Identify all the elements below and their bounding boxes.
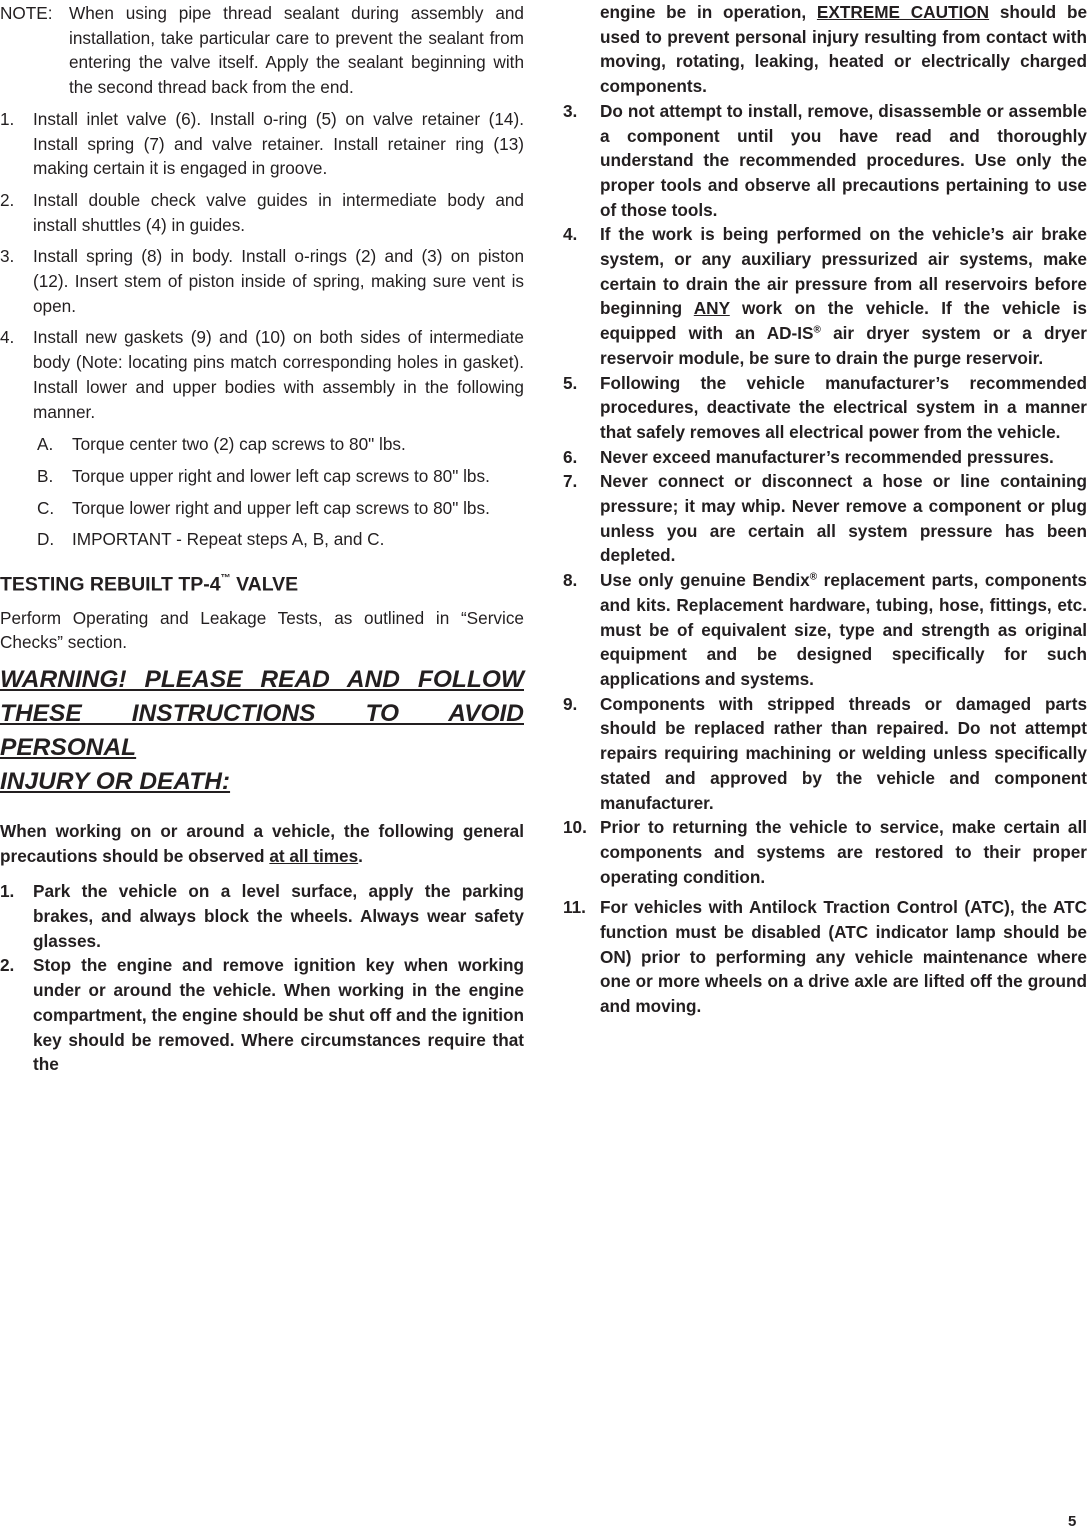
substep-text: Torque center two (2) cap screws to 80" lbs. bbox=[72, 434, 406, 455]
precaution-text: If the work is being performed on the vehicle’s air brake system, or any auxiliary pressurized air systems, make certain to drain the air pressure from all reservoirs before beginning ANY work on the vehicle. If the vehicle is equipped with an AD-IS® air dryer system or a dryer reservoir module, be sure to drain the purge reservoir. bbox=[600, 224, 1087, 368]
precaution-text: Never exceed manufacturer’s recommended pressures. bbox=[600, 446, 1054, 467]
torque-substep-d bbox=[37, 527, 524, 552]
trademark-symbol: ™ bbox=[220, 573, 231, 585]
assembly-step-2 bbox=[0, 188, 524, 237]
precaution-number: 1. bbox=[0, 881, 15, 902]
precaution-5 bbox=[563, 371, 1087, 445]
precaution-number: 3. bbox=[563, 100, 578, 121]
torque-substep-a bbox=[37, 432, 524, 457]
precaution-3 bbox=[563, 99, 1087, 223]
note-label: NOTE: bbox=[0, 3, 53, 23]
assembly-step-4 bbox=[0, 325, 524, 424]
precaution-9 bbox=[563, 692, 1087, 816]
precaution-number: 5. bbox=[563, 372, 578, 393]
precaution-11 bbox=[563, 895, 1087, 1019]
right-column bbox=[563, 0, 1087, 1019]
precaution-text: Use only genuine Bendix® replacement parts, components and kits. Replacement hardware, tubing, hose, fittings, etc. must be of equivalent size, type and strength as original equipment and be designed specifically for such applications and systems. bbox=[600, 570, 1087, 689]
left-column bbox=[0, 0, 524, 1077]
precaution-8 bbox=[563, 568, 1087, 692]
precaution-number: 2. bbox=[0, 955, 15, 976]
precaution-number: 11. bbox=[563, 897, 586, 918]
warning-line-3: INJURY OR DEATH: bbox=[0, 767, 231, 795]
precaution-2 bbox=[0, 953, 524, 1077]
step-text: Install double check valve guides in intermediate body and install shuttles (4) in guides. bbox=[33, 189, 524, 235]
precaution-text: Never connect or disconnect a hose or line containing pressure; it may whip. Never remove a component or plug unless you are certain all system pressure has been depleted. bbox=[600, 471, 1087, 566]
precaution-number: 6. bbox=[563, 446, 578, 467]
torque-substep-c bbox=[37, 496, 524, 521]
testing-heading: TESTING REBUILT TP-4™ VALVE bbox=[0, 573, 299, 596]
precaution-text: Stop the engine and remove ignition key when working under or around the vehicle. When working in the engine compartment, the engine should be shut off and the ignition key should be removed. Where circumstances require that the bbox=[33, 955, 524, 1075]
torque-substep-b bbox=[37, 464, 524, 489]
precaution-number: 4. bbox=[563, 224, 578, 245]
substep-letter: B. bbox=[37, 465, 54, 486]
page-number: 5 bbox=[1068, 1513, 1077, 1530]
precaution-4 bbox=[563, 222, 1087, 370]
registered-symbol: ® bbox=[809, 571, 818, 583]
precaution-text: engine be in operation, EXTREME CAUTION should be used to prevent personal injury resulting from contact with moving, rotating, leaking, heated or electrically charged components. bbox=[600, 2, 1087, 97]
precaution-1 bbox=[0, 879, 524, 953]
step-text: Install inlet valve (6). Install o-ring (5) on valve retainer (14). Install spring (7) and valve retainer. Install retainer ring (13) making certain it is engaged in groove. bbox=[33, 108, 524, 179]
precaution-text: Do not attempt to install, remove, disassemble or assemble a component until you have read and thoroughly understand the recommended procedures. Use only the proper tools and observe all precautions pertaining to use of those tools. bbox=[600, 100, 1087, 220]
at-all-times-emphasis: at all times bbox=[269, 845, 359, 866]
substep-text: IMPORTANT - Repeat steps A, B, and C. bbox=[72, 529, 385, 550]
precaution-2-continued bbox=[563, 0, 1087, 99]
testing-text: Perform Operating and Leakage Tests, as outlined in “Service Checks” section. bbox=[0, 607, 524, 653]
step-number: 1. bbox=[0, 108, 15, 129]
substep-letter: C. bbox=[37, 497, 55, 518]
precaution-text: Following the vehicle manufacturer’s recommended procedures, deactivate the electrical system in a manner that safely removes all electrical power from the vehicle. bbox=[600, 372, 1087, 442]
precaution-text: Park the vehicle on a level surface, apply the parking brakes, and always block the wheels. Always wear safety glasses. bbox=[33, 881, 524, 951]
step-text: Install spring (8) in body. Install o-rings (2) and (3) on piston (12). Insert stem of piston inside of spring, making sure vent is open. bbox=[33, 246, 524, 316]
assembly-step-3 bbox=[0, 244, 524, 318]
precaution-number: 7. bbox=[563, 471, 578, 492]
precaution-text: Components with stripped threads or damaged parts should be replaced rather than repaired. Do not attempt repairs requiring machining or welding unless specifically stated and approved by the vehicle and component manufacturer. bbox=[600, 693, 1087, 813]
registered-symbol: ® bbox=[813, 324, 821, 336]
assembly-step-1 bbox=[0, 107, 524, 181]
precaution-number: 9. bbox=[563, 693, 578, 714]
step-number: 2. bbox=[0, 189, 15, 210]
substep-text: Torque upper right and lower left cap screws to 80" lbs. bbox=[72, 465, 490, 486]
precaution-number: 10. bbox=[563, 817, 587, 838]
substep-text: Torque lower right and upper left cap screws to 80" lbs. bbox=[72, 497, 490, 518]
substep-letter: D. bbox=[37, 529, 55, 550]
precaution-number: 8. bbox=[563, 570, 578, 591]
precautions-intro: When working on or around a vehicle, the following general precautions should be observed at all times. bbox=[0, 820, 524, 866]
note-text: When using pipe thread sealant during assembly and installation, take particular care to prevent the sealant from entering the valve itself. Apply the sealant beginning with the second thread back from the end. bbox=[69, 3, 524, 98]
step-number: 3. bbox=[0, 246, 15, 267]
any-emphasis: ANY bbox=[693, 298, 730, 319]
warning-heading bbox=[0, 663, 524, 799]
substep-letter: A. bbox=[37, 434, 54, 455]
warning-line-2: THESE INSTRUCTIONS TO AVOID PERSONAL bbox=[0, 699, 524, 761]
precaution-7 bbox=[563, 469, 1087, 568]
step-number: 4. bbox=[0, 327, 15, 348]
precaution-6 bbox=[563, 445, 1087, 470]
step-text: Install new gaskets (9) and (10) on both sides of intermediate body (Note: locating pins match corresponding holes in gasket). Install lower and upper bodies with assembly in the following manner. bbox=[33, 327, 524, 422]
assembly-note bbox=[0, 0, 524, 100]
precaution-10 bbox=[563, 815, 1087, 889]
precaution-text: Prior to returning the vehicle to service, make certain all components and systems are restored to their proper operating condition. bbox=[600, 817, 1087, 887]
extreme-caution-emphasis: EXTREME CAUTION bbox=[816, 2, 990, 22]
warning-line-1: WARNING! PLEASE READ AND FOLLOW bbox=[0, 665, 524, 693]
precaution-text: For vehicles with Antilock Traction Control (ATC), the ATC function must be disabled (ATC indicator lamp should be ON) prior to performing any vehicle maintenance where one or more wheels on a drive axle are lifted off the ground and moving. bbox=[600, 897, 1087, 1017]
